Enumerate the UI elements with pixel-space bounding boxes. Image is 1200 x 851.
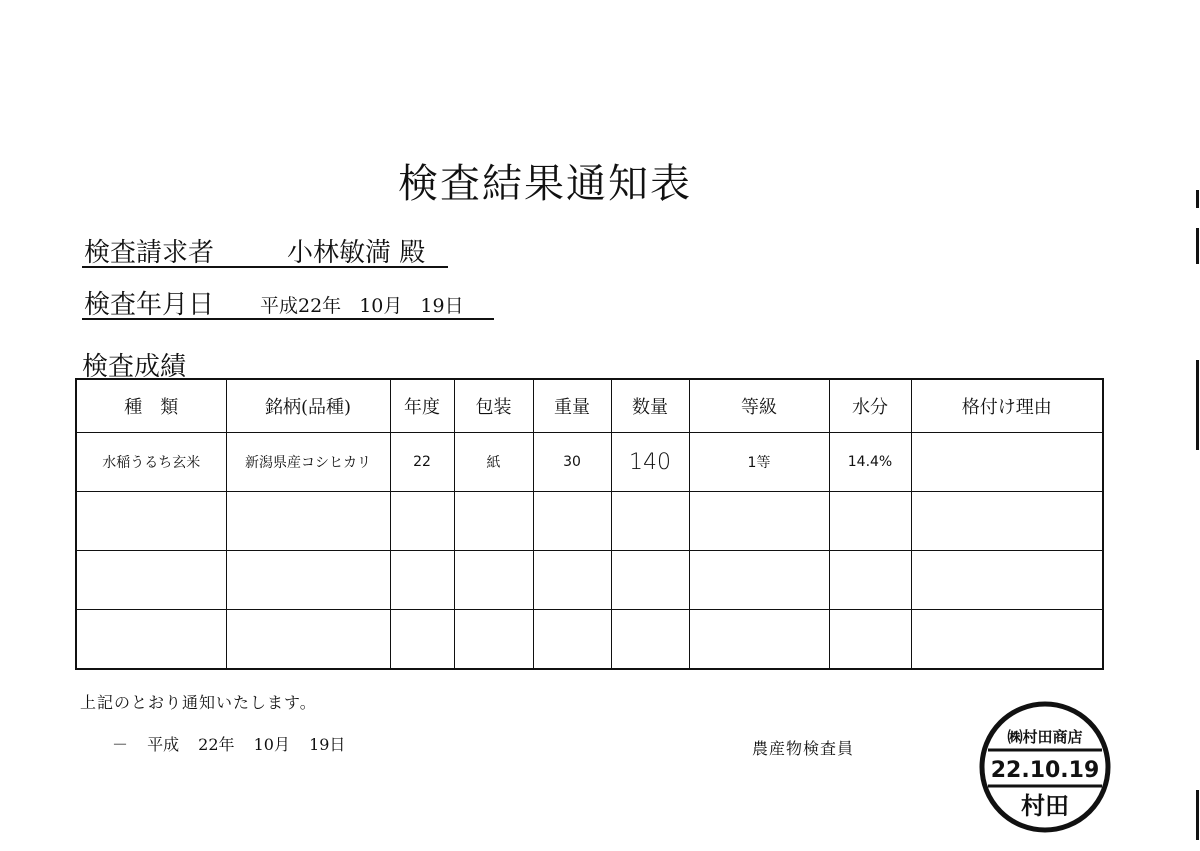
cell-year [390,492,454,551]
cell-weight: 30 [533,433,611,492]
cell-weight [533,610,611,670]
cell-quantity [611,492,689,551]
cell-grade [689,492,829,551]
cell-moisture [829,551,911,610]
header-year: 年度 [390,379,454,433]
inspector-seal-stamp [978,700,1112,834]
inspection-date-value: 平成22年 10月 19日 [260,295,464,317]
requester-line [82,232,448,268]
cell-grading-reason [911,610,1103,670]
cell-weight [533,551,611,610]
cell-grade: 1等 [689,433,829,492]
requester-label: 検査請求者 [84,238,215,268]
inspection-date-label: 検査年月日 [84,290,215,320]
cell-grade [689,551,829,610]
header-grading-reason: 格付け理由 [911,379,1103,433]
cell-quantity [611,610,689,670]
document-title: 検査結果通知表 [398,161,692,207]
table-row [76,433,1103,492]
inspector-label: 農産物検査員 [752,739,855,758]
cell-brand [226,551,390,610]
cell-packaging [454,610,533,670]
header-moisture: 水分 [829,379,911,433]
cell-weight [533,492,611,551]
inspection-date-line [82,284,494,320]
cell-year [390,551,454,610]
table-row [76,492,1103,551]
header-weight: 重量 [533,379,611,433]
cell-brand [226,492,390,551]
cell-type [76,551,226,610]
cell-grading-reason [911,551,1103,610]
header-brand: 銘柄(品種) [226,379,390,433]
notice-text: 上記のとおり通知いたします。 [80,693,317,712]
cell-moisture [829,610,911,670]
header-quantity: 数量 [611,379,689,433]
cell-quantity [611,551,689,610]
cell-grading-reason [911,433,1103,492]
table-row [76,610,1103,670]
header-grade: 等級 [689,379,829,433]
cell-packaging: 紙 [454,433,533,492]
stamp-company: ㈱村田商店 [1007,728,1083,746]
cell-moisture [829,492,911,551]
inspection-results-table [75,378,1104,670]
stamp-date: 22.10.19 [990,758,1100,783]
grade-heading: 検査成績 [82,352,187,382]
cell-year [390,610,454,670]
cell-moisture: 14.4% [829,433,911,492]
requester-name: 小林敏満 殿 [287,238,426,268]
cell-year: 22 [390,433,454,492]
issue-date: － 平成 22年 10月 19日 [112,735,346,754]
cell-quantity: 140 [611,433,689,492]
table-row [76,551,1103,610]
table-header-row [76,379,1103,433]
header-type: 種 類 [76,379,226,433]
cell-packaging [454,492,533,551]
header-packaging: 包装 [454,379,533,433]
cell-packaging [454,551,533,610]
margin-scan-marks [1190,180,1200,851]
cell-type: 水稲うるち玄米 [76,433,226,492]
cell-grading-reason [911,492,1103,551]
cell-type [76,610,226,670]
cell-brand [226,610,390,670]
cell-type [76,492,226,551]
cell-grade [689,610,829,670]
stamp-name: 村田 [1021,792,1069,820]
cell-brand: 新潟県産コシヒカリ [226,433,390,492]
